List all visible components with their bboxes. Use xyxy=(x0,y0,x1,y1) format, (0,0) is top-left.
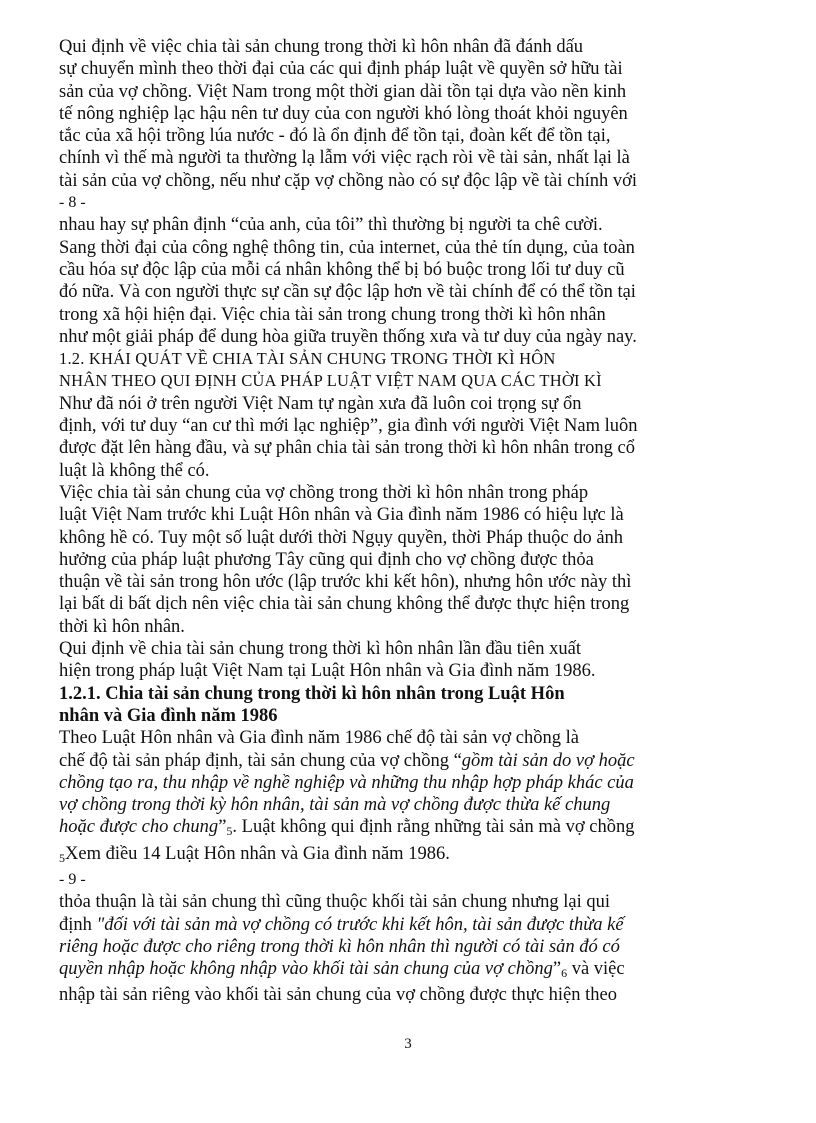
text-line: lại bất di bất dịch nên việc chia tài sản chung không thể được thực hiện trong xyxy=(59,594,630,615)
text-line: hiện trong pháp luật Việt Nam tại Luật Hôn nhân và Gia đình năm 1986. xyxy=(59,661,596,682)
text-line: Như đã nói ở trên người Việt Nam tự ngàn xưa đã luôn coi trọng sự ổn xyxy=(59,393,582,414)
quote-line: vợ chồng trong thời kỳ hôn nhân, tài sản mà vợ chồng được thừa kế chung xyxy=(59,795,611,816)
text-line: Theo Luật Hôn nhân và Gia đình năm 1986 chế độ tài sản vợ chồng là xyxy=(59,728,579,749)
section-heading: 1.2. KHÁI QUÁT VỀ CHIA TÀI SẢN CHUNG TRONG THỜI KÌ HÔN xyxy=(59,349,556,369)
text-line: thời kì hôn nhân. xyxy=(59,616,185,637)
text-line: tài sản của vợ chồng, nếu như cặp vợ chồng nào có sự độc lập về tài chính với xyxy=(59,170,638,191)
quote-run: hoặc được cho chung xyxy=(59,817,219,838)
footnote-ref: 5 xyxy=(226,824,233,839)
text-line xyxy=(59,750,749,772)
footnote-text: Xem điều 14 Luật Hôn nhân và Gia đình năm 1986. xyxy=(65,843,450,864)
quote-run: gồm tài sản do vợ hoặc xyxy=(461,750,635,771)
text-line: sản của vợ chồng. Việt Nam trong một thời gian dài tồn tại dựa vào nền kinh xyxy=(59,81,627,102)
quote-run: quyền nhập hoặc không nhập vào khối tài sản chung của vợ chồng xyxy=(59,959,553,980)
footnote xyxy=(59,843,749,869)
text-line: như một giải pháp để dung hòa giữa truyền thống xưa và tư duy của ngày nay. xyxy=(59,326,637,347)
section-heading: NHÂN THEO QUI ĐỊNH CỦA PHÁP LUẬT VIỆT NAM QUA CÁC THỜI KÌ xyxy=(59,371,602,391)
quote-line: riêng hoặc được cho riêng trong thời kì hôn nhân thì người có tài sản đó có xyxy=(59,936,620,957)
text-line: định, với tư duy “an cư thì mới lạc nghiệp”, gia đình với người Việt Nam luôn xyxy=(59,416,638,437)
text-line: chính vì thế mà người ta thường lạ lẫm với việc rạch ròi về tài sản, nhất lại là xyxy=(59,148,630,169)
footnote-number: 5 xyxy=(59,850,65,865)
text-line: thuận về tài sản trong hôn ước (lập trước khi kết hôn), nhưng hôn ước này thì xyxy=(59,572,632,593)
text-run: và việc xyxy=(567,959,625,980)
text-line: Qui định về việc chia tài sản chung trong thời kì hôn nhân đã đánh dấu xyxy=(59,37,584,57)
document-body xyxy=(59,36,749,1007)
text-line: sự chuyển mình theo thời đại của các qui định pháp luật về quyền sở hữu tài xyxy=(59,59,623,80)
text-line: trong xã hội hiện đại. Việc chia tài sản trong chung trong thời kì hôn nhân xyxy=(59,304,606,325)
quote-run: "đối với tài sản mà vợ chồng có trước khi kết hôn, tài sản được thừa kế xyxy=(96,914,624,935)
text-line: được đặt lên hàng đầu, và sự phân chia tài sản trong thời kì hôn nhân trong cổ xyxy=(59,438,635,459)
text-line xyxy=(59,816,749,842)
text-line: Qui định về chia tài sản chung trong thời kì hôn nhân lần đầu tiên xuất xyxy=(59,639,582,660)
page-marker: - 9 - xyxy=(59,870,86,888)
footnote-ref: 6 xyxy=(561,966,568,981)
text-line xyxy=(59,914,749,936)
text-line: nhau hay sự phân định “của anh, của tôi” thì thường bị người ta chê cười. xyxy=(59,215,603,236)
text-line: đó nữa. Và con người thực sự cần sự độc lập hơn về tài chính để có thể tồn tại xyxy=(59,282,636,303)
subsection-heading: 1.2.1. Chia tài sản chung trong thời kì hôn nhân trong Luật Hôn xyxy=(59,683,565,704)
text-line: luật là không thể có. xyxy=(59,460,210,481)
text-line: Sang thời đại của công nghệ thông tin, của internet, của thẻ tín dụng, của toàn xyxy=(59,237,635,258)
quote-line: chồng tạo ra, thu nhập về nghề nghiệp và những thu nhập hợp pháp khác của xyxy=(59,772,634,793)
text-line: thỏa thuận là tài sản chung thì cũng thuộc khối tài sản chung nhưng lại qui xyxy=(59,892,611,913)
text-line: nhập tài sản riêng vào khối tài sản chung của vợ chồng được thực hiện theo xyxy=(59,985,617,1006)
subsection-heading: nhân và Gia đình năm 1986 xyxy=(59,705,278,726)
text-run: ” xyxy=(218,817,227,838)
text-line: luật Việt Nam trước khi Luật Hôn nhân và Gia đình năm 1986 có hiệu lực là xyxy=(59,505,624,526)
text-line: tế nông nghiệp lạc hậu nên tư duy của con người khó lòng thoát khỏi nguyên xyxy=(59,103,628,124)
text-run: định xyxy=(59,914,97,935)
page-marker: - 8 - xyxy=(59,194,86,212)
text-line: không hề có. Tuy một số luật dưới thời Ngụy quyền, thời Pháp thuộc do ảnh xyxy=(59,527,624,548)
page-number: 3 xyxy=(404,1036,412,1052)
text-run: chế độ tài sản pháp định, tài sản chung của vợ chồng “ xyxy=(59,750,462,771)
text-line: Việc chia tài sản chung của vợ chồng trong thời kì hôn nhân trong pháp xyxy=(59,482,589,503)
text-line xyxy=(59,958,749,984)
text-line: hưởng của pháp luật phương Tây cũng qui định cho vợ chồng được thỏa xyxy=(59,549,594,570)
text-line: tắc của xã hội trồng lúa nước - đó là ổn định để tồn tại, đoàn kết để tồn tại, xyxy=(59,126,611,147)
text-line: cầu hóa sự độc lập của mỗi cá nhân không thể bị bó buộc trong lối tư duy cũ xyxy=(59,259,625,280)
text-run: . Luật không qui định rằng những tài sản mà vợ chồng xyxy=(232,817,635,838)
text-run: ” xyxy=(552,959,562,980)
